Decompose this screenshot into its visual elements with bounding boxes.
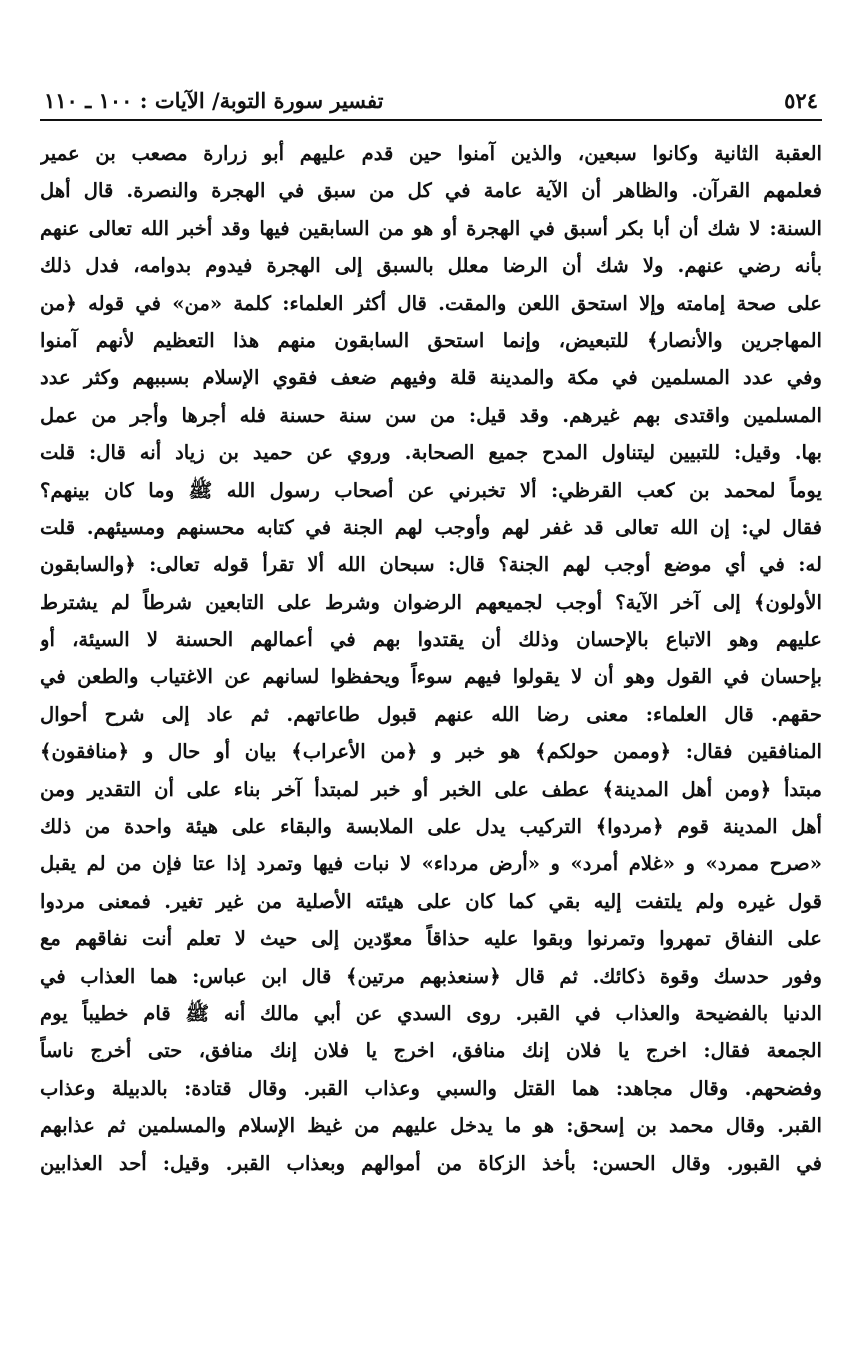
text-line: القبر. وقال محمد بن إسحق: هو ما يدخل عليهم من غيظ الإسلام والمسلمين ثم عذابهم (40, 1114, 822, 1138)
text-line: على صحة إمامته وإلا استحق اللعن والمقت. قال أكثر العلماء: كلمة «من» في قوله ﴿من (40, 291, 822, 315)
text-line: بإحسان في القول وهو أن لا يقولوا فيهم سوءاً ويحفظوا لسانهم عن الاغتياب والطعن في (40, 665, 822, 689)
text-line: وفضحهم. وقال مجاهد: هما القتل والسبي وعذاب القبر. وقال قتادة: بالدبيلة وعذاب (40, 1076, 822, 1100)
text-line: المهاجرين والأنصار﴾ للتبعيض، وإنما استحق السابقون منهم هذا التعظيم لأنهم آمنوا (40, 328, 822, 352)
body-text (40, 135, 822, 1182)
text-line: في القبور. وقال الحسن: بأخذ الزكاة من أموالهم وبعذاب القبر. وقيل: أحد العذابين (40, 1151, 822, 1175)
text-line: المنافقين فقال: ﴿وممن حولكم﴾ هو خبر و ﴿من الأعراب﴾ بيان أو حال و ﴿منافقون﴾ (40, 740, 822, 764)
text-line: العقبة الثانية وكانوا سبعين، والذين آمنوا حين قدم عليهم أبو زرارة مصعب بن عمير (40, 142, 822, 165)
text-line: عليهم وهو الاتباع بالإحسان وذلك أن يقتدوا بهم في أعمالهم الحسنة لا السيئة، أو (40, 628, 822, 652)
running-title: تفسير سورة التوبة/ الآيات : ١٠٠ ـ ١١٠ (44, 88, 384, 113)
book-page (40, 88, 822, 1182)
text-line: السنة: لا شك أن أبا بكر أسبق في الهجرة أو هو من السابقين فيها وقد أخبر الله تعالى عنهم (40, 216, 822, 240)
text-line: بها. وقيل: للتبيين ليتناول المدح جميع الصحابة. وروي عن حميد بن زياد أنه قال: قلت (40, 441, 822, 465)
page-header (40, 88, 822, 121)
text-line: حقهم. قال العلماء: معنى رضا الله عنهم قبول طاعاتهم. ثم عاد إلى شرح أحوال (40, 702, 822, 726)
text-line: مبتدأ ﴿ومن أهل المدينة﴾ عطف على الخبر أو خبر لمبتدأ آخر بناء على أن التقدير ومن (40, 777, 822, 801)
text-line: الدنيا بالفضيحة والعذاب في القبر. روى السدي عن أبي مالك أنه ﷺ قام خطيباً يوم (40, 1001, 822, 1025)
text-line: المسلمين واقتدى بهم غيرهم. وقد قيل: من سن سنة حسنة فله أجرها وأجر من عمل (40, 403, 822, 427)
text-line: أهل المدينة قوم ﴿مردوا﴾ التركيب يدل على الملابسة والبقاء على هيئة واحدة من ذلك (40, 815, 822, 839)
text-line: على النفاق تمهروا وتمرنوا وبقوا عليه حذاقاً معوّدين إلى حيث لا تعلم أنت نفاقهم مع (40, 927, 822, 951)
page-number: ٥٢٤ (784, 88, 818, 113)
text-line: له: في أي موضع أوجب لهم الجنة؟ قال: سبحان الله ألا تقرأ قوله تعالى: ﴿والسابقون (40, 553, 822, 577)
text-line: يوماً لمحمد بن كعب القرظي: ألا تخبرني عن أصحاب رسول الله ﷺ وما كان بينهم؟ (40, 478, 822, 502)
text-line: الأولون﴾ إلى آخر الآية؟ أوجب لجميعهم الرضوان وشرط على التابعين شرطاً لم يشترط (40, 590, 822, 614)
text-line: فعلمهم القرآن. والظاهر أن الآية عامة في كل من سبق في الهجرة والنصرة. قال أهل (40, 179, 822, 203)
text-line: وفي عدد المسلمين في مكة والمدينة قلة وفيهم ضعف فقوي الإسلام بسببهم وكثر عدد (40, 366, 822, 390)
text-line: «صرح ممرد» و «غلام أمرد» و «أرض مرداء» لا نبات فيها وتمرد إذا عتا فإن من لم يقبل (40, 852, 822, 876)
text-line: الجمعة فقال: اخرج يا فلان إنك منافق، اخرج يا فلان إنك منافق، حتى أخرج ناساً (40, 1039, 822, 1063)
text-line: وفور حدسك وقوة ذكائك. ثم قال ﴿سنعذبهم مرتين﴾ قال ابن عباس: هما العذاب في (40, 964, 822, 988)
text-line: قول غيره ولم يلتفت إليه بقي كما كان على هيئته الأصلية من غير تغير. فمعنى مردوا (40, 889, 822, 913)
text-line: بأنه رضي عنهم. ولا شك أن الرضا معلل بالسبق إلى الهجرة فيدوم بدوامه، فدل ذلك (40, 254, 822, 278)
text-line: فقال لي: إن الله تعالى قد غفر لهم وأوجب لهم الجنة في كتابه محسنهم ومسيئهم. قلت (40, 515, 822, 539)
